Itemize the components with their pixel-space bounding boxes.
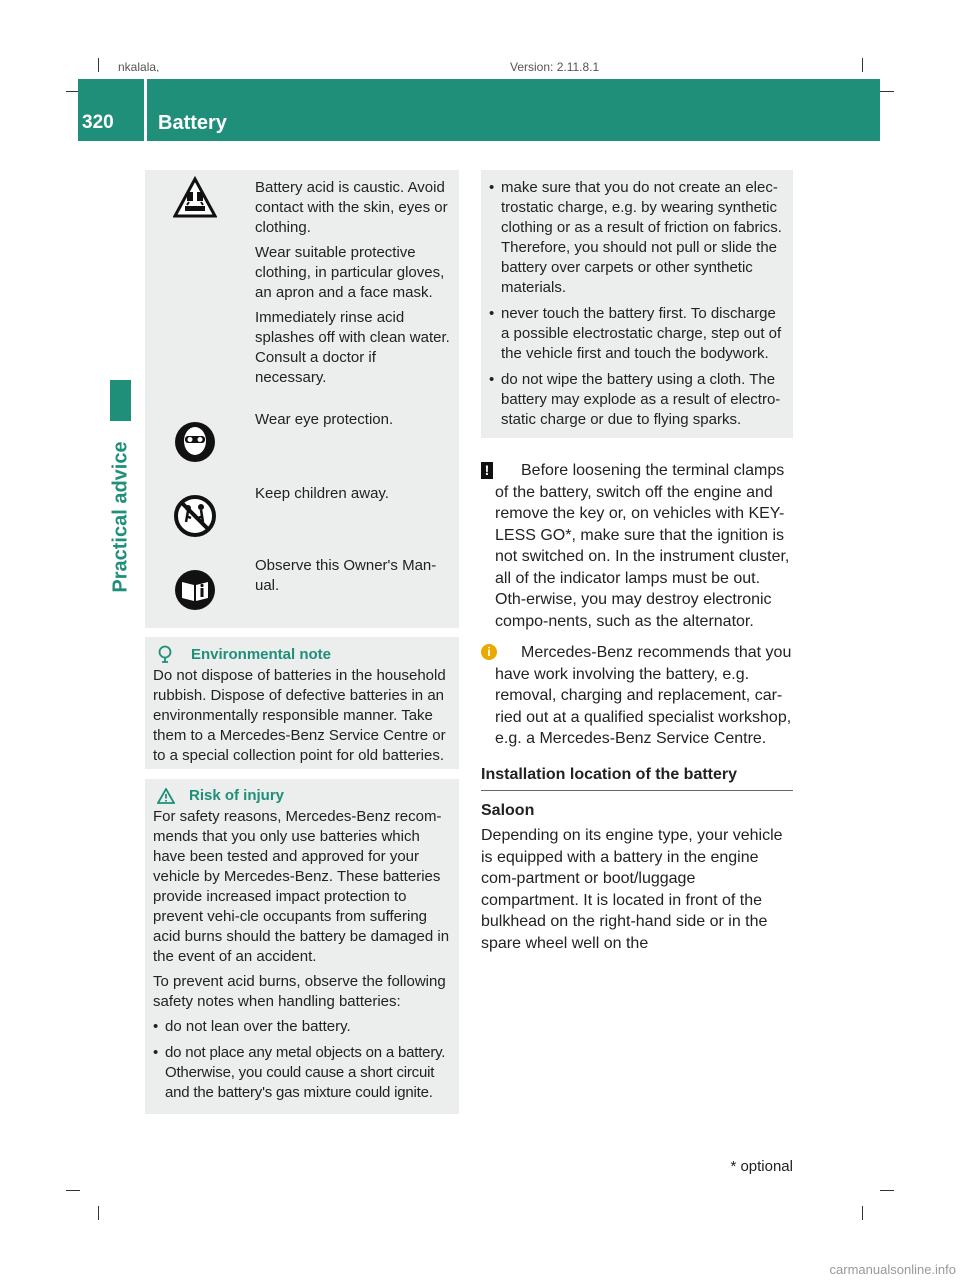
warning-symbol-table (145, 170, 459, 628)
corrosive-icon (173, 176, 217, 220)
crop-mark (98, 1206, 99, 1220)
page-number: 320 (82, 112, 114, 133)
list-item: • make sure that you do not create an elec-trostatic charge, e.g. by wearing synthetic clothing or as a result of friction on fabrics. Therefore, you should not pull or slide the battery over carpets or other synthetic materials. (489, 178, 787, 298)
crop-mark (880, 91, 894, 92)
info-note (481, 642, 795, 750)
crop-mark (862, 1206, 863, 1220)
table-row (145, 548, 459, 628)
watermark: carmanualsonline.info (829, 1262, 956, 1277)
crop-mark (880, 1190, 894, 1191)
print-meta-right: Version: 2.11.8.1 (510, 60, 600, 72)
table-text: Immediately rinse acid splashes off with clean water. Consult a doctor if necessary. (255, 309, 450, 386)
header-divider (144, 79, 147, 141)
eye-protection-icon (173, 420, 217, 464)
footer-note: * optional (730, 1158, 793, 1175)
crop-mark (862, 58, 863, 72)
info-icon: i (481, 644, 497, 660)
page-title: Battery (158, 112, 227, 134)
side-tab (110, 380, 131, 421)
warning-triangle-icon (157, 788, 175, 804)
side-label: Practical advice (109, 441, 131, 593)
crop-mark (66, 1190, 80, 1191)
keep-children-away-icon (173, 494, 217, 538)
lightbulb-icon (157, 645, 173, 663)
table-text: Observe this Owner's Man-ual. (255, 557, 437, 594)
risk-warning (145, 779, 459, 1114)
info-text: Mercedes-Benz recommends that you have work involving the battery, e.g. removal, charging and replacement, car-ried out at a qualified specialist workshop, e.g. a Mercedes-Benz Service Centre. (495, 644, 792, 747)
caution-icon: ! (481, 462, 493, 479)
caution-text: Before loosening the terminal clamps of the battery, switch off the engine and remove the key or, on vehicles with KEY-LESS GO*, make sure that the ignition is not switched on. In the instrument cluster, all of the indicator lamps must be out. Oth-erwise, you may destroy electronic compo-nents, such as the alternator. (495, 462, 790, 630)
warning-text: For safety reasons, Mercedes-Benz recom-mends that you only use batteries which have been tested and approved for your vehicle by Mercedes-Benz. These batteries provide increased impact protection to prevent vehi-cle occupants from suffering acid burns should the battery be damaged in the event of an accident. (153, 808, 450, 965)
table-row (145, 400, 459, 474)
table-row (145, 170, 459, 400)
list-item: • do not lean over the battery. (153, 1017, 453, 1037)
list-item: • do not place any metal objects on a battery. Otherwise, you could cause a short circuit and the battery's gas mixture could ignite. (153, 1043, 453, 1103)
list-item: • do not wipe the battery using a cloth. The battery may explode as a result of electro-static charge or due to flying sparks. (489, 370, 787, 430)
note-text: Do not dispose of batteries in the household rubbish. Dispose of defective batteries in an environmentally responsible manner. Take them to a Mercedes-Benz Service Centre or to a special collection point for old batteries. (153, 667, 446, 764)
list-item: • never touch the battery first. To discharge a possible electrostatic charge, step out of the vehicle first and touch the bodywork. (489, 304, 787, 364)
warning-text: To prevent acid burns, observe the following safety notes when handling batteries: (153, 973, 446, 1010)
owners-manual-icon (173, 568, 217, 612)
note-title: Environmental note (191, 645, 332, 663)
print-meta-left: nkalala, (118, 60, 160, 72)
section-subheading: Saloon (481, 802, 535, 819)
caution-note (481, 460, 795, 632)
table-row (145, 474, 459, 548)
safety-bullets-box (481, 170, 793, 438)
warning-title: Risk of injury (189, 787, 285, 804)
table-text: Battery acid is caustic. Avoid contact with the skin, eyes or clothing. (255, 179, 448, 236)
environmental-note (145, 637, 459, 769)
section-text: Depending on its engine type, your vehicle is equipped with a battery in the engine com-partment or boot/luggage compartment. It is located in front of the bulkhead on the right-hand side or in the spare wheel well on the (481, 827, 783, 952)
crop-mark (98, 58, 99, 72)
section-title: Installation location of the battery (481, 766, 738, 783)
section-rule (481, 790, 793, 791)
table-text: Keep children away. (255, 485, 389, 502)
table-text: Wear suitable protective clothing, in particular gloves, an apron and a face mask. (255, 244, 445, 301)
table-text: Wear eye protection. (255, 411, 394, 428)
